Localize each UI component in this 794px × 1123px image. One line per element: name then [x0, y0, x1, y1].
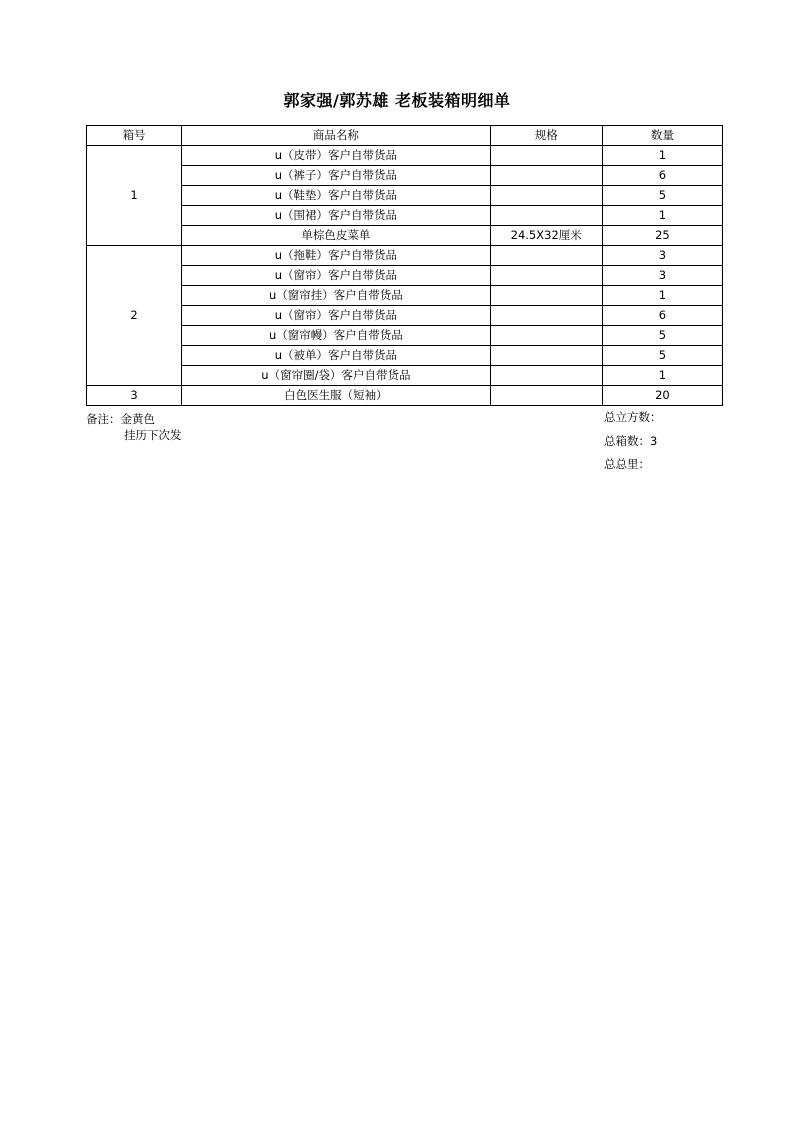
quantity-cell: 6: [602, 166, 722, 186]
header-product-name: 商品名称: [182, 126, 490, 146]
spec-cell: [490, 366, 602, 386]
table-row: [87, 266, 723, 286]
product-name-cell: u（窗帘圈/袋）客户自带货品: [182, 366, 490, 386]
product-name-cell: u（围裙）客户自带货品: [182, 206, 490, 226]
quantity-cell: 5: [602, 326, 722, 346]
quantity-cell: 1: [602, 286, 722, 306]
box-number-cell: 3: [87, 386, 182, 406]
total-volume: [604, 409, 662, 433]
table-row: [87, 226, 723, 246]
product-name-cell: u（窗帘）客户自带货品: [182, 266, 490, 286]
spec-cell: [490, 146, 602, 166]
remarks-label: 备注：: [86, 412, 121, 426]
product-name-cell: u（裤子）客户自带货品: [182, 166, 490, 186]
total-weight: [604, 456, 662, 480]
remark-line-2: [86, 427, 182, 443]
quantity-cell: 1: [602, 146, 722, 166]
header-quantity: 数量: [602, 126, 722, 146]
table-row: [87, 206, 723, 226]
quantity-cell: 1: [602, 366, 722, 386]
total-weight-label: 总总里：: [604, 457, 650, 471]
product-name-cell: u（拖鞋）客户自带货品: [182, 246, 490, 266]
product-name-cell: u（窗帘幔）客户自带货品: [182, 326, 490, 346]
product-name-cell: u（被单）客户自带货品: [182, 346, 490, 366]
table-row: [87, 306, 723, 326]
quantity-cell: 3: [602, 266, 722, 286]
quantity-cell: 20: [602, 386, 722, 406]
total-volume-label: 总立方数：: [604, 410, 662, 424]
quantity-cell: 5: [602, 186, 722, 206]
quantity-cell: 25: [602, 226, 722, 246]
total-boxes-label: 总箱数：: [604, 433, 650, 448]
spec-cell: [490, 166, 602, 186]
product-name-cell: 白色医生服（短袖）: [182, 386, 490, 406]
spec-cell: [490, 346, 602, 366]
table-row: [87, 246, 723, 266]
table-body: [87, 146, 723, 406]
remarks-section: [86, 411, 182, 443]
total-boxes-value: 3: [650, 433, 658, 448]
table-row: [87, 186, 723, 206]
packing-list-table: [86, 125, 723, 406]
box-number-cell: 2: [87, 246, 182, 386]
product-name-cell: 单棕色皮菜单: [182, 226, 490, 246]
table-row: [87, 146, 723, 166]
page-title: 郭家强/郭苏雄 老板装箱明细单: [283, 91, 511, 110]
table-row: [87, 166, 723, 186]
table-row: [87, 386, 723, 406]
spec-cell: 24.5X32厘米: [490, 226, 602, 246]
table-row: [87, 326, 723, 346]
total-boxes: [604, 433, 662, 457]
spec-cell: [490, 326, 602, 346]
product-name-cell: u（鞋垫）客户自带货品: [182, 186, 490, 206]
table-row: [87, 346, 723, 366]
header-spec: 规格: [490, 126, 602, 146]
quantity-cell: 3: [602, 246, 722, 266]
spec-cell: [490, 266, 602, 286]
product-name-cell: u（窗帘挂）客户自带货品: [182, 286, 490, 306]
quantity-cell: 5: [602, 346, 722, 366]
table-row: [87, 366, 723, 386]
quantity-cell: 6: [602, 306, 722, 326]
product-name-cell: u（窗帘）客户自带货品: [182, 306, 490, 326]
remark-text-1: 金黄色: [120, 412, 155, 426]
remark-text-2: 挂历下次发: [124, 428, 182, 442]
spec-cell: [490, 206, 602, 226]
header-box-no: 箱号: [87, 126, 182, 146]
spec-cell: [490, 306, 602, 326]
quantity-cell: 1: [602, 206, 722, 226]
spec-cell: [490, 246, 602, 266]
spec-cell: [490, 286, 602, 306]
remark-line-1: [86, 411, 182, 427]
spec-cell: [490, 186, 602, 206]
table-row: [87, 286, 723, 306]
header-row: [87, 126, 723, 146]
totals-section: [604, 409, 662, 480]
product-name-cell: u（皮带）客户自带货品: [182, 146, 490, 166]
box-number-cell: 1: [87, 146, 182, 246]
table-header: [87, 126, 723, 146]
spec-cell: [490, 386, 602, 406]
